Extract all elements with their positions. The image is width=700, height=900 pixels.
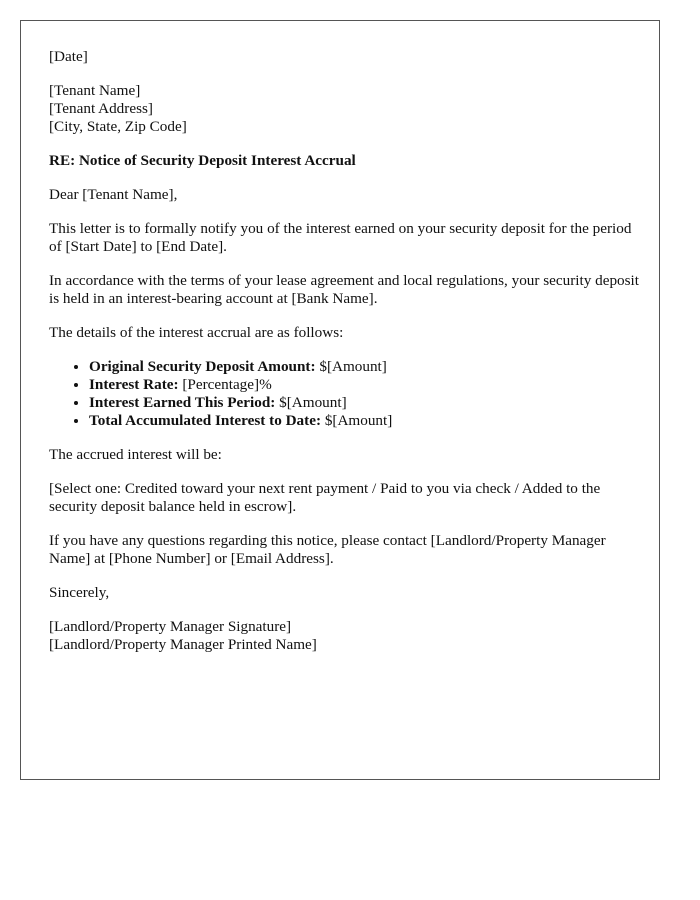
signature-block — [49, 618, 639, 654]
list-item — [89, 358, 639, 376]
contact-paragraph: If you have any questions regarding this notice, please contact [Landlord/Property Manager Name] at [Phone Number] or [Email Address]. — [49, 532, 606, 567]
detail-value: $[Amount] — [324, 412, 393, 429]
detail-value: [Percentage]% — [182, 376, 272, 393]
details-intro: The details of the interest accrual are as follows: — [49, 324, 344, 341]
list-item — [89, 412, 639, 430]
recipient-city-state-zip: [City, State, Zip Code] — [49, 118, 187, 135]
salutation: Dear [Tenant Name], — [49, 186, 178, 203]
recipient-name: [Tenant Name] — [49, 82, 141, 99]
list-item — [89, 376, 639, 394]
recipient-address: [Tenant Address] — [49, 100, 153, 117]
signature-line: [Landlord/Property Manager Signature] — [49, 618, 292, 635]
list-item — [89, 394, 639, 412]
detail-label: Total Accumulated Interest to Date: — [89, 412, 322, 429]
letter-body — [49, 48, 639, 670]
detail-value: $[Amount] — [319, 358, 387, 375]
letter-date: [Date] — [49, 48, 88, 65]
details-list — [49, 358, 639, 430]
detail-value: $[Amount] — [279, 394, 347, 411]
paragraph-account: In accordance with the terms of your lease agreement and local regulations, your security deposit is held in an interest-bearing account at [Bank Name]. — [49, 272, 639, 307]
printed-name-line: [Landlord/Property Manager Printed Name] — [49, 636, 317, 653]
closing: Sincerely, — [49, 584, 110, 601]
letter-page — [20, 20, 660, 780]
paragraph-period: This letter is to formally notify you of the interest earned on your security deposit for the period of [Start Date] to [End Date]. — [49, 220, 632, 255]
options-paragraph: [Select one: Credited toward your next rent payment / Paid to you via check / Added to the security deposit balance held in escrow]. — [49, 480, 601, 515]
accrued-intro: The accrued interest will be: — [49, 446, 222, 463]
subject-line: RE: Notice of Security Deposit Interest Accrual — [49, 152, 356, 169]
recipient-block — [49, 82, 639, 136]
detail-label: Original Security Deposit Amount: — [89, 358, 316, 375]
detail-label: Interest Rate: — [89, 376, 179, 393]
detail-label: Interest Earned This Period: — [89, 394, 276, 411]
